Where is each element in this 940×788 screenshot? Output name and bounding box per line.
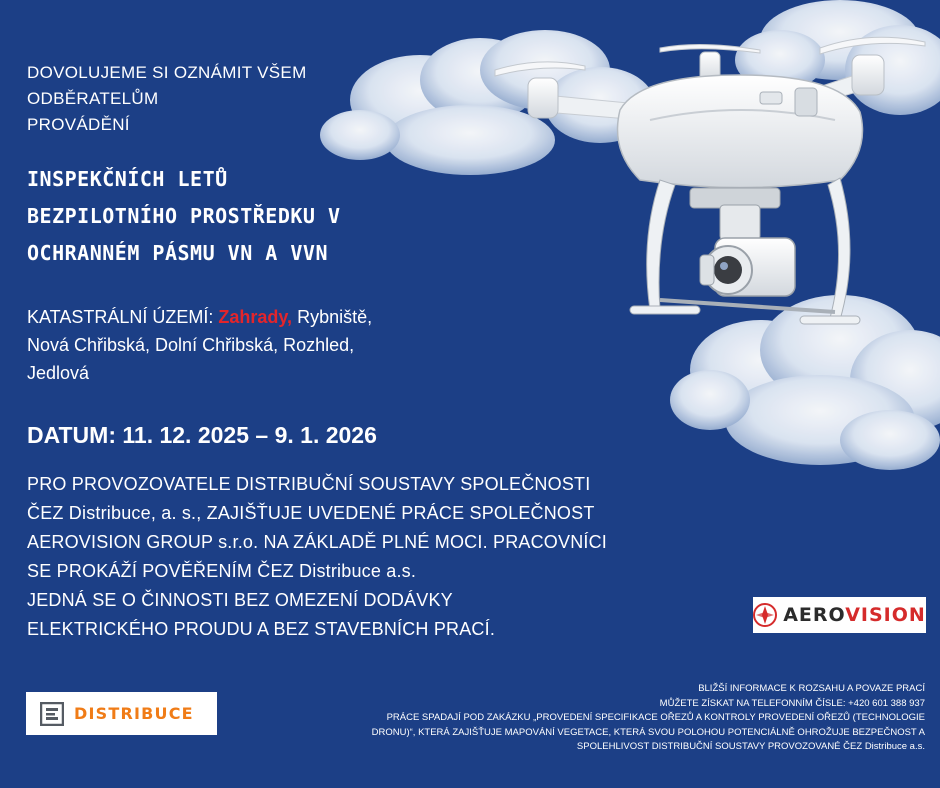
highlighted-area: Zahrady, [218,307,293,327]
cadastral-areas [27,303,467,387]
cadastre-areas-1: Rybniště, [297,307,373,327]
cez-logo-icon [40,702,64,726]
intro-text [27,60,427,138]
date-range: DATUM: 11. 12. 2025 – 9. 1. 2026 [27,422,377,448]
cadastre-label: KATASTRÁLNÍ ÚZEMÍ: [27,307,214,327]
cez-logo-name: DISTRIBUCE [74,704,194,723]
footer-line: PRÁCE SPADAJÍ POD ZAKÁZKU „PROVEDENÍ SPECIFIKACE OŘEZŮ A KONTROLY PROVEDENÍ OŘEZŮ (TECHNOLOGIE [386,712,925,723]
headline-line: OCHRANNÉM PÁSMU VN A VVN [27,241,328,265]
body-line: ČEZ Distribuce, a. s., ZAJIŠŤUJE UVEDENÉ PRÁCE SPOLEČNOST [27,503,595,523]
footer-line-suffix: Distribuce a.s. [864,741,925,752]
headline [27,161,547,272]
aerovision-name [783,604,926,626]
body-line: ELEKTRICKÉHO PROUDU A BEZ STAVEBNÍCH PRACÍ. [27,619,496,639]
headline-line: BEZPILOTNÍHO PROSTŘEDKU V [27,204,341,228]
body-line: PRO PROVOZOVATELE DISTRIBUČNÍ SOUSTAVY SPOLEČNOSTI [27,474,591,494]
intro-line: PROVÁDĚNÍ [27,115,130,134]
cadastre-areas-2: Nová Chřibská, Dolní Chřibská, Rozhled, [27,335,355,355]
footer-line: DRONU)“, KTERÁ ZAJIŠŤUJE MAPOVÁNÍ VEGETACE, KTERÁ SVOU POLOHOU POTENCIÁLNĚ OHROŽUJE BEZPEČNOST A [371,726,925,738]
cadastre-areas-3: Jedlová [27,363,90,383]
cez-distribuce-logo [26,692,217,735]
aerovision-logo [753,597,926,633]
intro-line: DOVOLUJEME SI OZNÁMIT VŠEM [27,63,307,82]
footer-line: MŮŽETE ZÍSKAT NA TELEFONNÍM ČÍSLE: +420 601 388 937 [659,697,925,709]
footer-line [225,740,925,755]
body-line: SE PROKÁŽÍ POVĚŘENÍM ČEZ Distribuce a.s. [27,561,417,581]
headline-line: INSPEKČNÍCH LETŮ [27,167,228,191]
aerovision-name-part1: AERO [783,604,846,626]
body-text [27,470,717,644]
intro-line: ODBĚRATELŮM [27,89,159,108]
footer-line: BLIŽŠÍ INFORMACE K ROZSAHU A POVAZE PRACÍ [698,683,925,694]
footer-info [225,682,925,755]
body-line: AEROVISION GROUP s.r.o. NA ZÁKLADĚ PLNÉ MOCI. PRACOVNÍCI [27,532,608,552]
aerovision-name-part2: VISION [845,604,926,626]
body-line: JEDNÁ SE O ČINNOSTI BEZ OMEZENÍ DODÁVKY [27,590,453,610]
aerovision-logo-icon [753,603,777,627]
footer-line-prefix: SPOLEHLIVOST DISTRIBUČNÍ SOUSTAVY PROVOZOVANÉ ČEZ [576,741,863,752]
